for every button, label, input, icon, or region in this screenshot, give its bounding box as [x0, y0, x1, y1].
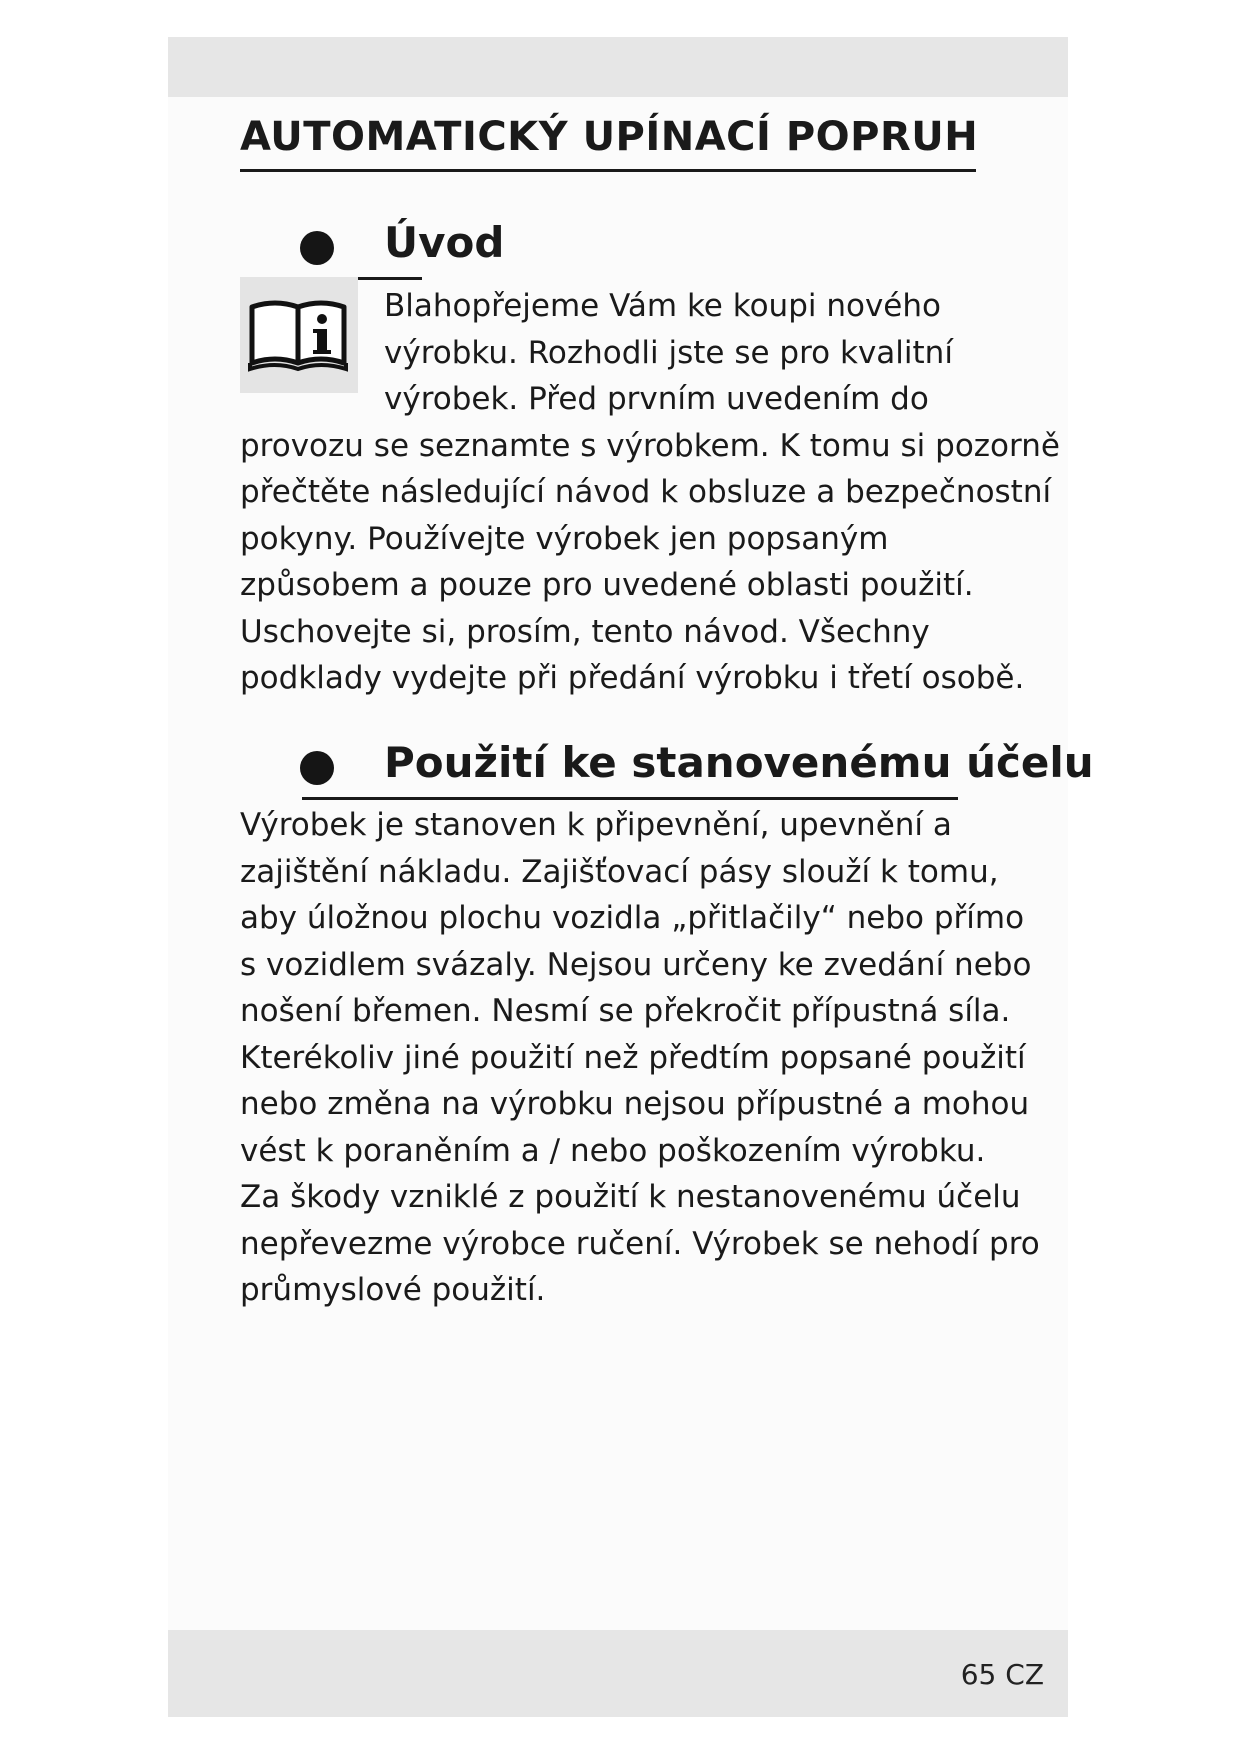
text-line: přečtěte následující návod k obsluze a bezpečnostní — [240, 474, 1052, 510]
text-line: Blahopřejeme Vám ke koupi nového — [384, 288, 941, 324]
text-line: s vozidlem svázaly. Nejsou určeny ke zvedání nebo — [240, 946, 1032, 983]
text-line: způsobem a pouze pro uvedené oblasti použití. — [240, 567, 974, 603]
intended-use-paragraph — [240, 802, 1040, 1314]
text-line: provozu se seznamte s výrobkem. K tomu si pozorně — [240, 427, 1060, 464]
footer-band — [168, 1630, 1068, 1717]
text-line: vést k poraněním a / nebo poškozením výrobku. — [240, 1132, 986, 1169]
header-band — [168, 37, 1068, 97]
text-line: zajištění nákladu. Zajišťovací pásy slouží k tomu, — [240, 853, 999, 890]
section-title-intended-use: Použití ke stanovenému účelu — [384, 738, 1094, 787]
text-line: Uschovejte si, prosím, tento návod. Všechny — [240, 613, 930, 650]
text-line: podklady vydejte při předání výrobku i třetí osobě. — [240, 660, 1025, 696]
section-title-intro: Úvod — [384, 218, 505, 267]
text-line: výrobek. Před prvním uvedením do — [384, 381, 929, 417]
section-heading-intended-use — [300, 735, 1094, 795]
manual-page — [168, 37, 1094, 1717]
text-line: Za škody vzniklé z použití k nestanovenému účelu — [240, 1179, 1021, 1215]
text-line: aby úložnou plochu vozidla „přitlačily“ nebo přímo — [240, 900, 1025, 936]
page-title: AUTOMATICKÝ UPÍNACÍ POPRUH — [240, 111, 976, 172]
section-underline — [302, 797, 958, 800]
section-heading-intro — [300, 215, 505, 275]
text-line: Kterékoliv jiné použití než předtím popsané použití — [240, 1039, 1026, 1076]
text-line: nebo změna na výrobku nejsou přípustné a mohou — [240, 1086, 1030, 1122]
text-line: nepřevezme výrobce ručení. Výrobek se nehodí pro — [240, 1225, 1040, 1262]
text-line: výrobku. Rozhodli jste se pro kvalitní — [384, 334, 953, 371]
text-line: pokyny. Používejte výrobek jen popsaným — [240, 520, 889, 557]
bullet-icon — [300, 231, 334, 265]
page-number: 65 CZ — [960, 1658, 1044, 1691]
intro-paragraph — [240, 283, 1060, 702]
text-line: Výrobek je stanoven k připevnění, upevnění a — [240, 807, 952, 843]
bullet-icon — [300, 751, 334, 785]
text-line: průmyslové použití. — [240, 1272, 546, 1308]
text-line: nošení břemen. Nesmí se překročit přípustná síla. — [240, 993, 1011, 1029]
